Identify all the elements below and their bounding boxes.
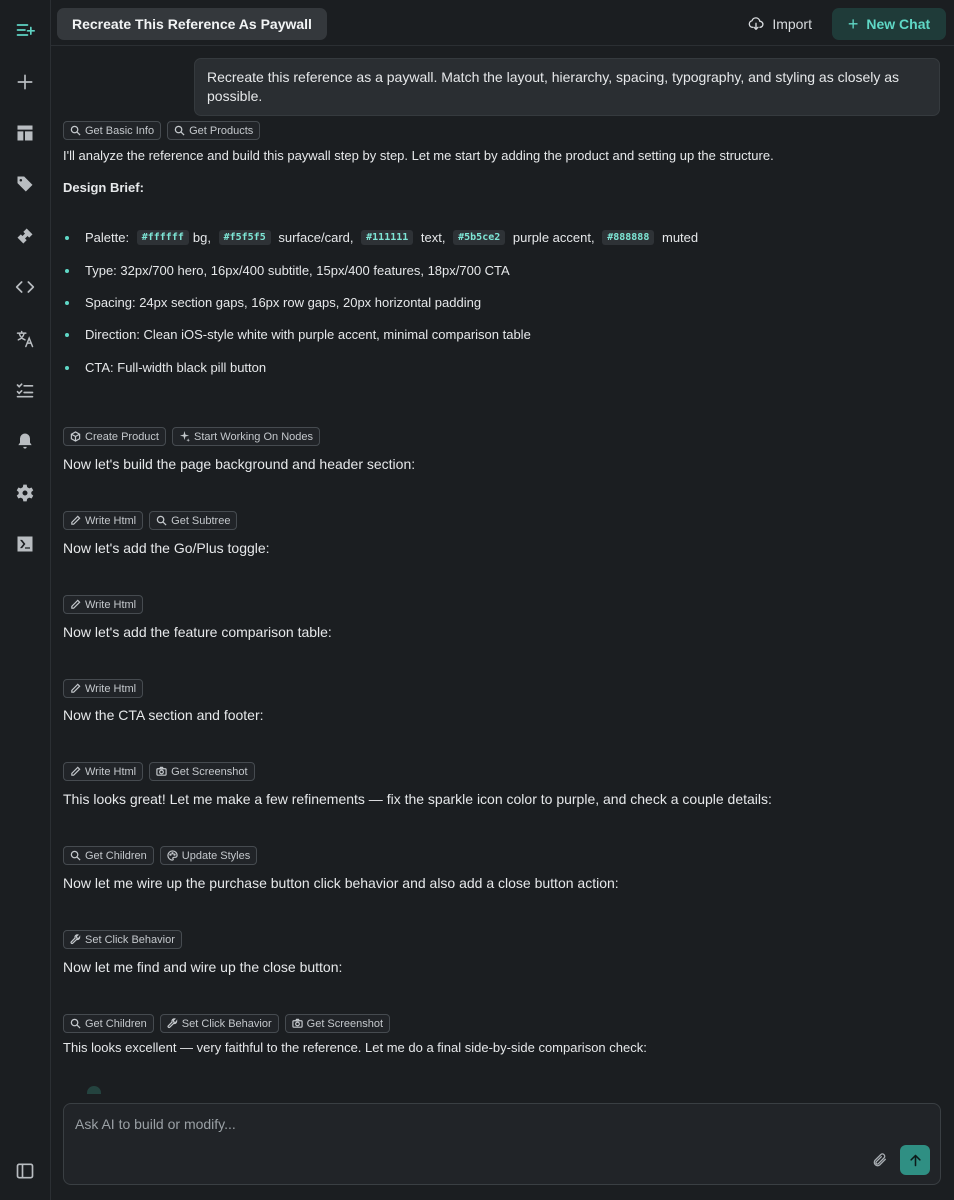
search-icon xyxy=(70,850,81,861)
tool-chips xyxy=(63,930,182,949)
assistant-message: Now let's add the Go/Plus toggle: xyxy=(63,540,270,556)
message-composer xyxy=(63,1103,941,1185)
tag-icon[interactable] xyxy=(13,172,37,196)
plus-icon: + xyxy=(847,14,859,34)
camera-icon xyxy=(292,1018,303,1029)
search-icon xyxy=(70,1018,81,1029)
puzzle-icon[interactable] xyxy=(13,224,37,248)
checklist-icon[interactable] xyxy=(13,378,37,402)
new-chat-label: New Chat xyxy=(866,16,931,32)
cloud-download-icon xyxy=(748,16,764,32)
new-chat-button[interactable] xyxy=(832,8,946,40)
assistant-message: This looks excellent — very faithful to the reference. Let me do a final side-by-side comparison check: xyxy=(63,1040,647,1055)
sidebar xyxy=(0,0,51,1200)
user-message: Recreate this reference as a paywall. Match the layout, hierarchy, spacing, typography, and styling as closely as possible. xyxy=(194,58,940,116)
paperclip-icon[interactable] xyxy=(870,1149,890,1171)
wrench-icon xyxy=(70,934,81,945)
tool-chip[interactable]: Start Working On Nodes xyxy=(172,427,320,446)
tool-chip[interactable]: Update Styles xyxy=(160,846,257,865)
tool-chip[interactable]: Get Screenshot xyxy=(149,762,254,781)
assistant-message: I'll analyze the reference and build this paywall step by step. Let me start by adding the product and setting up the structure. xyxy=(63,148,774,163)
list-item: Spacing: 24px section gaps, 16px row gaps, 20px horizontal padding xyxy=(63,295,481,310)
design-brief-title: Design Brief: xyxy=(63,180,144,195)
code-icon[interactable] xyxy=(13,275,37,299)
color-code: #888888 xyxy=(602,230,654,245)
translate-icon[interactable] xyxy=(13,327,37,351)
color-code: #ffffff xyxy=(137,230,189,245)
list-item: CTA: Full-width black pill button xyxy=(63,360,266,375)
tool-chips xyxy=(63,679,143,698)
pencil-icon xyxy=(70,515,81,526)
assistant-message: Now let's add the feature comparison table: xyxy=(63,624,332,640)
bell-icon[interactable] xyxy=(13,429,37,453)
tool-chip[interactable]: Get Screenshot xyxy=(285,1014,390,1033)
list-item: Palette: #ffffff bg, #f5f5f5 surface/card, #111111 text, #5b5ce2 purple accent, #888888 muted xyxy=(63,230,698,245)
chat-thread xyxy=(51,46,954,1096)
send-button[interactable] xyxy=(900,1145,930,1175)
search-icon xyxy=(156,515,167,526)
pencil-icon xyxy=(70,766,81,777)
tool-chips xyxy=(63,1014,390,1033)
list-item: Direction: Clean iOS-style white with purple accent, minimal comparison table xyxy=(63,327,531,342)
tool-chips xyxy=(63,762,255,781)
tool-chip[interactable]: Create Product xyxy=(63,427,166,446)
top-bar xyxy=(51,0,954,46)
gear-icon[interactable] xyxy=(13,481,37,505)
tool-chips xyxy=(63,427,320,446)
wrench-icon xyxy=(167,1018,178,1029)
tool-chip[interactable]: Get Children xyxy=(63,1014,154,1033)
search-icon xyxy=(70,125,81,136)
tool-chip[interactable]: Set Click Behavior xyxy=(63,930,182,949)
assistant-message: This looks great! Let me make a few refinements — fix the sparkle icon color to purple, and check a couple details: xyxy=(63,791,772,807)
tool-chip[interactable]: Write Html xyxy=(63,762,143,781)
list-item: Type: 32px/700 hero, 16px/400 subtitle, 15px/400 features, 18px/700 CTA xyxy=(63,263,510,278)
pencil-icon xyxy=(70,683,81,694)
color-code: #f5f5f5 xyxy=(219,230,271,245)
arrow-up-icon xyxy=(908,1153,923,1168)
search-icon xyxy=(174,125,185,136)
layout-icon[interactable] xyxy=(13,121,37,145)
import-button[interactable] xyxy=(736,8,824,40)
panel-toggle-icon[interactable] xyxy=(13,1159,37,1183)
tool-chip[interactable]: Set Click Behavior xyxy=(160,1014,279,1033)
assistant-message: Now let me find and wire up the close button: xyxy=(63,959,343,975)
color-code: #111111 xyxy=(361,230,413,245)
assistant-message: Now the CTA section and footer: xyxy=(63,707,264,723)
box-icon xyxy=(70,431,81,442)
loading-indicator-icon xyxy=(87,1086,101,1094)
sparkle-icon xyxy=(179,431,190,442)
chat-title-tab[interactable]: Recreate This Reference As Paywall xyxy=(57,8,327,40)
prompt-input[interactable] xyxy=(75,1113,835,1135)
color-code: #5b5ce2 xyxy=(453,230,505,245)
tool-chips xyxy=(63,595,143,614)
palette-icon xyxy=(167,850,178,861)
tool-chip[interactable]: Write Html xyxy=(63,511,143,530)
tool-chip[interactable]: Get Products xyxy=(167,121,260,140)
tool-chips xyxy=(63,846,257,865)
tool-chips xyxy=(63,511,237,530)
tool-chip[interactable]: Get Basic Info xyxy=(63,121,161,140)
tool-chip[interactable]: Get Subtree xyxy=(149,511,237,530)
terminal-icon[interactable] xyxy=(13,532,37,556)
assistant-message: Now let me wire up the purchase button click behavior and also add a close button action: xyxy=(63,875,619,891)
camera-icon xyxy=(156,766,167,777)
tool-chips xyxy=(63,121,260,140)
plus-icon[interactable] xyxy=(13,70,37,94)
tool-chip[interactable]: Get Children xyxy=(63,846,154,865)
new-chat-icon[interactable] xyxy=(13,18,37,42)
pencil-icon xyxy=(70,599,81,610)
import-label: Import xyxy=(772,16,812,32)
tool-chip[interactable]: Write Html xyxy=(63,595,143,614)
assistant-message: Now let's build the page background and header section: xyxy=(63,456,416,472)
tool-chip[interactable]: Write Html xyxy=(63,679,143,698)
